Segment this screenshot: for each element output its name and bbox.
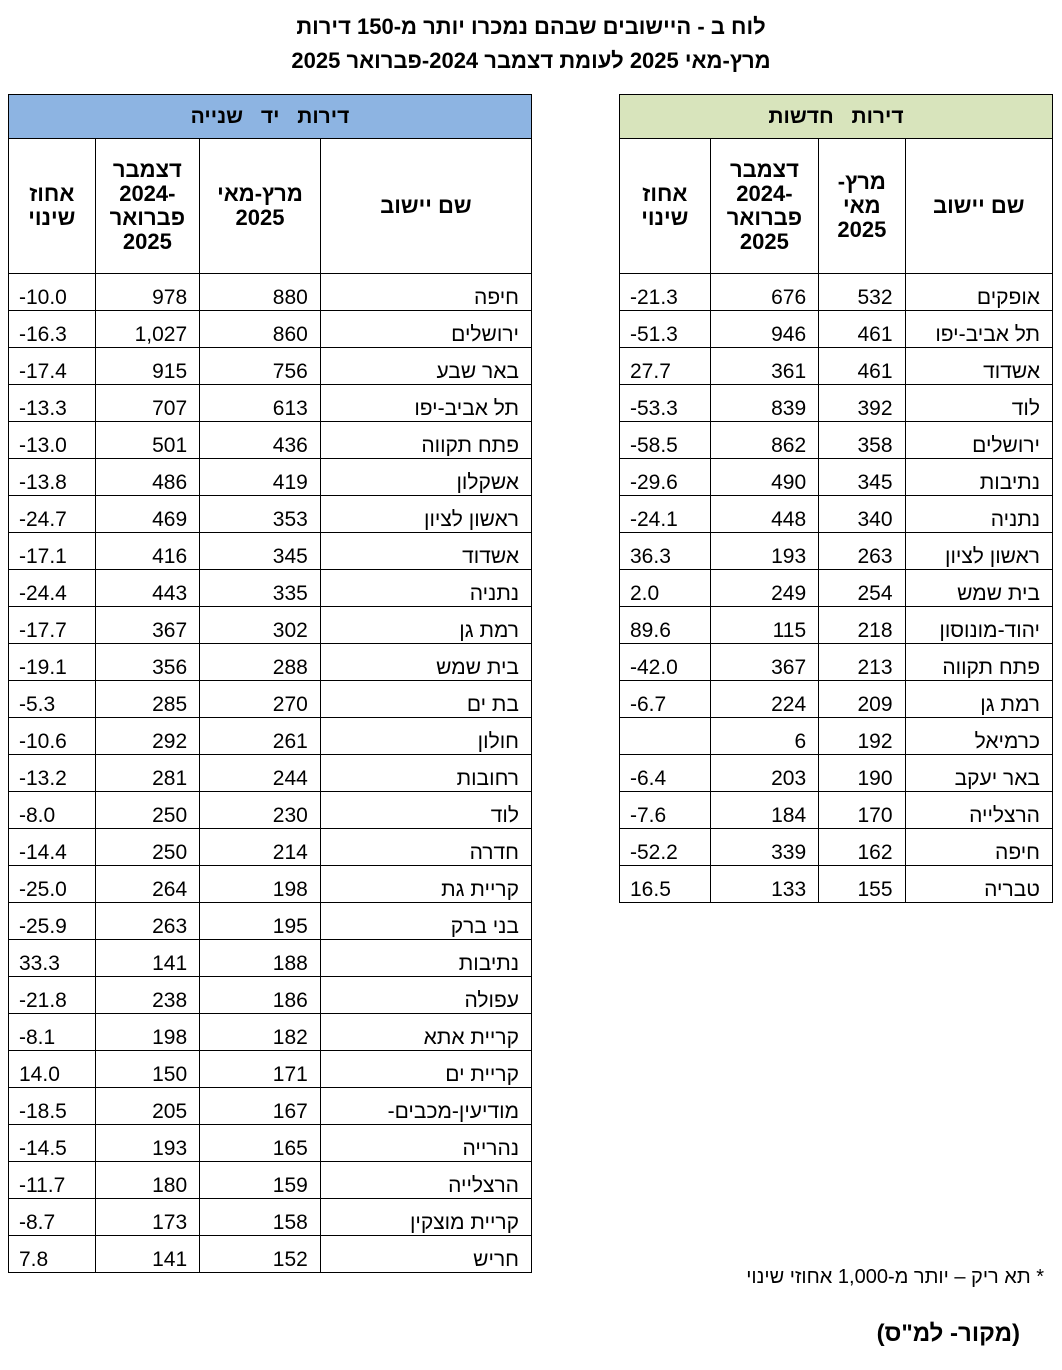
pct-change-cell: -10.6: [9, 718, 96, 755]
settlement-name-cell: קריית ים: [320, 1051, 531, 1088]
settlement-name-cell: בת ים: [320, 681, 531, 718]
pct-change-cell: -8.1: [9, 1014, 96, 1051]
settlement-name-cell: תל אביב-יפו: [905, 311, 1052, 348]
table-row: [9, 1199, 532, 1236]
dec-feb-value-cell: 448: [710, 496, 819, 533]
pct-change-cell: -13.2: [9, 755, 96, 792]
settlement-name-cell: ירושלים: [320, 311, 531, 348]
table-row: [9, 681, 532, 718]
mar-may-value-cell: 345: [819, 459, 905, 496]
mar-may-value-cell: 198: [200, 866, 321, 903]
dec-feb-value-cell: 356: [95, 644, 200, 681]
mar-may-value-cell: 288: [200, 644, 321, 681]
table-row: [620, 311, 1053, 348]
column-header-name: שם יישוב: [905, 139, 1052, 274]
pct-change-cell: -52.2: [620, 829, 711, 866]
settlement-name-cell: יהוד-מונוסון: [905, 607, 1052, 644]
settlement-name-cell: באר יעקב: [905, 755, 1052, 792]
mar-may-value-cell: 261: [200, 718, 321, 755]
table-row: [9, 866, 532, 903]
table-row: [620, 496, 1053, 533]
table-row: [9, 903, 532, 940]
mar-may-value-cell: 162: [819, 829, 905, 866]
mar-may-value-cell: 158: [200, 1199, 321, 1236]
mar-may-value-cell: 419: [200, 459, 321, 496]
column-header-name: שם יישוב: [320, 139, 531, 274]
source-note: (מקור- למ"ס): [876, 1320, 1020, 1347]
mar-may-value-cell: 195: [200, 903, 321, 940]
dec-feb-value-cell: 707: [95, 385, 200, 422]
settlement-name-cell: ראשון לציון: [320, 496, 531, 533]
mar-may-value-cell: 165: [200, 1125, 321, 1162]
table-row: [9, 940, 532, 977]
dec-feb-value-cell: 249: [710, 570, 819, 607]
dec-feb-value-cell: 292: [95, 718, 200, 755]
mar-may-value-cell: 214: [200, 829, 321, 866]
pct-change-cell: -42.0: [620, 644, 711, 681]
pct-change-cell: -25.9: [9, 903, 96, 940]
settlement-name-cell: רמת גן: [905, 681, 1052, 718]
settlement-name-cell: קריית גת: [320, 866, 531, 903]
pct-change-cell: -25.0: [9, 866, 96, 903]
mar-may-value-cell: 335: [200, 570, 321, 607]
column-header-pct-change: אחוז שינוי: [620, 139, 711, 274]
pct-change-cell: -6.7: [620, 681, 711, 718]
dec-feb-value-cell: 141: [95, 940, 200, 977]
dec-feb-value-cell: 141: [95, 1236, 200, 1273]
dec-feb-value-cell: 281: [95, 755, 200, 792]
settlement-name-cell: חיפה: [905, 829, 1052, 866]
pct-change-cell: -58.5: [620, 422, 711, 459]
settlement-name-cell: אשדוד: [905, 348, 1052, 385]
dec-feb-value-cell: 416: [95, 533, 200, 570]
column-header-pct-change: אחוז שינוי: [9, 139, 96, 274]
settlement-name-cell: קריית אתא: [320, 1014, 531, 1051]
mar-may-value-cell: 461: [819, 311, 905, 348]
column-header-mar-may: מרץ-מאי 2025: [200, 139, 321, 274]
mar-may-value-cell: 345: [200, 533, 321, 570]
used-apartments-table: [8, 94, 532, 1273]
dec-feb-value-cell: 339: [710, 829, 819, 866]
table-row: [9, 274, 532, 311]
table-row: [620, 459, 1053, 496]
dec-feb-value-cell: 486: [95, 459, 200, 496]
settlement-name-cell: אופקים: [905, 274, 1052, 311]
table-row: [9, 1051, 532, 1088]
used-apartments-group-header: [9, 95, 532, 139]
mar-may-value-cell: 152: [200, 1236, 321, 1273]
table-row: [9, 348, 532, 385]
table-row: [9, 977, 532, 1014]
dec-feb-value-cell: 367: [95, 607, 200, 644]
settlement-name-cell: נתיבות: [905, 459, 1052, 496]
pct-change-cell: -29.6: [620, 459, 711, 496]
pct-change-cell: -17.1: [9, 533, 96, 570]
pct-change-cell: -21.3: [620, 274, 711, 311]
column-header-dec-feb: דצמבר -2024 פברואר 2025: [710, 139, 819, 274]
mar-may-value-cell: 358: [819, 422, 905, 459]
settlement-name-cell: תל אביב-יפו: [320, 385, 531, 422]
settlement-name-cell: חדרה: [320, 829, 531, 866]
dec-feb-value-cell: 133: [710, 866, 819, 903]
table-row: [9, 1236, 532, 1273]
pct-change-cell: 36.3: [620, 533, 711, 570]
dec-feb-value-cell: 193: [95, 1125, 200, 1162]
settlement-name-cell: קריית מוצקין: [320, 1199, 531, 1236]
settlement-name-cell: נהרייה: [320, 1125, 531, 1162]
dec-feb-value-cell: 501: [95, 422, 200, 459]
dec-feb-value-cell: 285: [95, 681, 200, 718]
pct-change-cell: -24.1: [620, 496, 711, 533]
dec-feb-value-cell: 184: [710, 792, 819, 829]
table-row: [620, 829, 1053, 866]
mar-may-value-cell: 532: [819, 274, 905, 311]
table-row: [9, 1125, 532, 1162]
table-row: [620, 533, 1053, 570]
mar-may-value-cell: 209: [819, 681, 905, 718]
table-row: [620, 644, 1053, 681]
mar-may-value-cell: 254: [819, 570, 905, 607]
dec-feb-value-cell: 198: [95, 1014, 200, 1051]
settlement-name-cell: הרצלייה: [905, 792, 1052, 829]
dec-feb-value-cell: 915: [95, 348, 200, 385]
table-row: [9, 311, 532, 348]
dec-feb-value-cell: 263: [95, 903, 200, 940]
table-row: [9, 1088, 532, 1125]
dec-feb-value-cell: 676: [710, 274, 819, 311]
column-header-dec-feb: דצמבר -2024 פברואר 2025: [95, 139, 200, 274]
dec-feb-value-cell: 361: [710, 348, 819, 385]
table-row: [9, 422, 532, 459]
table-row: [9, 459, 532, 496]
settlement-name-cell: ירושלים: [905, 422, 1052, 459]
mar-may-value-cell: 270: [200, 681, 321, 718]
mar-may-value-cell: 218: [819, 607, 905, 644]
settlement-name-cell: חולון: [320, 718, 531, 755]
mar-may-value-cell: 190: [819, 755, 905, 792]
pct-change-cell: -16.3: [9, 311, 96, 348]
table-row: [620, 348, 1053, 385]
dec-feb-value-cell: 1,027: [95, 311, 200, 348]
mar-may-value-cell: 263: [819, 533, 905, 570]
used-apartments-group-label: דירות יד שנייה: [190, 104, 350, 128]
column-header-mar-may: מרץ- מאי 2025: [819, 139, 905, 274]
settlement-name-cell: חיפה: [320, 274, 531, 311]
pct-change-cell: 14.0: [9, 1051, 96, 1088]
pct-change-cell: -18.5: [9, 1088, 96, 1125]
settlement-name-cell: כרמיאל: [905, 718, 1052, 755]
pct-change-cell: [620, 718, 711, 755]
pct-change-cell: -14.5: [9, 1125, 96, 1162]
table-row: [620, 718, 1053, 755]
mar-may-value-cell: 436: [200, 422, 321, 459]
dec-feb-value-cell: 205: [95, 1088, 200, 1125]
new-apartments-group-label: דירות חדשות: [768, 104, 904, 128]
settlement-name-cell: נתניה: [905, 496, 1052, 533]
settlement-name-cell: הרצלייה: [320, 1162, 531, 1199]
mar-may-value-cell: 353: [200, 496, 321, 533]
dec-feb-value-cell: 443: [95, 570, 200, 607]
table-row: [9, 829, 532, 866]
dec-feb-value-cell: 193: [710, 533, 819, 570]
mar-may-value-cell: 182: [200, 1014, 321, 1051]
settlement-name-cell: טבריה: [905, 866, 1052, 903]
mar-may-value-cell: 340: [819, 496, 905, 533]
dec-feb-value-cell: 6: [710, 718, 819, 755]
settlement-name-cell: ראשון לציון: [905, 533, 1052, 570]
mar-may-value-cell: 613: [200, 385, 321, 422]
new-apartments-group-header: [620, 95, 1053, 139]
mar-may-value-cell: 230: [200, 792, 321, 829]
mar-may-value-cell: 192: [819, 718, 905, 755]
mar-may-value-cell: 167: [200, 1088, 321, 1125]
settlement-name-cell: אשדוד: [320, 533, 531, 570]
pct-change-cell: -6.4: [620, 755, 711, 792]
settlement-name-cell: לוד: [905, 385, 1052, 422]
table-row: [9, 755, 532, 792]
dec-feb-value-cell: 946: [710, 311, 819, 348]
mar-may-value-cell: 302: [200, 607, 321, 644]
table-row: [9, 533, 532, 570]
table-row: [620, 570, 1053, 607]
settlement-name-cell: אשקלון: [320, 459, 531, 496]
mar-may-value-cell: 171: [200, 1051, 321, 1088]
table-row: [9, 607, 532, 644]
settlement-name-cell: חריש: [320, 1236, 531, 1273]
pct-change-cell: -53.3: [620, 385, 711, 422]
settlement-name-cell: רחובות: [320, 755, 531, 792]
pct-change-cell: 16.5: [620, 866, 711, 903]
dec-feb-value-cell: 978: [95, 274, 200, 311]
dec-feb-value-cell: 150: [95, 1051, 200, 1088]
dec-feb-value-cell: 264: [95, 866, 200, 903]
pct-change-cell: -14.4: [9, 829, 96, 866]
mar-may-value-cell: 186: [200, 977, 321, 1014]
table-row: [9, 385, 532, 422]
pct-change-cell: -24.7: [9, 496, 96, 533]
dec-feb-value-cell: 469: [95, 496, 200, 533]
pct-change-cell: -13.8: [9, 459, 96, 496]
pct-change-cell: -17.4: [9, 348, 96, 385]
mar-may-value-cell: 880: [200, 274, 321, 311]
table-row: [620, 792, 1053, 829]
dec-feb-value-cell: 367: [710, 644, 819, 681]
table-row: [9, 644, 532, 681]
pct-change-cell: -24.4: [9, 570, 96, 607]
table-row: [9, 496, 532, 533]
settlement-name-cell: בית שמש: [320, 644, 531, 681]
settlement-name-cell: נתניה: [320, 570, 531, 607]
pct-change-cell: 89.6: [620, 607, 711, 644]
settlement-name-cell: באר שבע: [320, 348, 531, 385]
dec-feb-value-cell: 173: [95, 1199, 200, 1236]
dec-feb-value-cell: 250: [95, 829, 200, 866]
table-row: [620, 681, 1053, 718]
mar-may-value-cell: 860: [200, 311, 321, 348]
table-row: [9, 1162, 532, 1199]
table-row: [620, 385, 1053, 422]
table-row: [620, 422, 1053, 459]
dec-feb-value-cell: 224: [710, 681, 819, 718]
mar-may-value-cell: 155: [819, 866, 905, 903]
dec-feb-value-cell: 238: [95, 977, 200, 1014]
table-row: [620, 866, 1053, 903]
pct-change-cell: -5.3: [9, 681, 96, 718]
table-row: [620, 274, 1053, 311]
pct-change-cell: -51.3: [620, 311, 711, 348]
pct-change-cell: 7.8: [9, 1236, 96, 1273]
mar-may-value-cell: 159: [200, 1162, 321, 1199]
dec-feb-value-cell: 250: [95, 792, 200, 829]
pct-change-cell: -10.0: [9, 274, 96, 311]
pct-change-cell: -7.6: [620, 792, 711, 829]
dec-feb-value-cell: 839: [710, 385, 819, 422]
mar-may-value-cell: 170: [819, 792, 905, 829]
table-row: [9, 1014, 532, 1051]
pct-change-cell: 2.0: [620, 570, 711, 607]
pct-change-cell: -11.7: [9, 1162, 96, 1199]
mar-may-value-cell: 392: [819, 385, 905, 422]
settlement-name-cell: פתח תקווה: [905, 644, 1052, 681]
dec-feb-value-cell: 203: [710, 755, 819, 792]
table-subtitle: מרץ-מאי 2025 לעומת דצמבר 2024-פברואר 2025: [291, 48, 771, 73]
new-apartments-table: [619, 94, 1053, 903]
pct-change-cell: -13.3: [9, 385, 96, 422]
mar-may-value-cell: 244: [200, 755, 321, 792]
pct-change-cell: 27.7: [620, 348, 711, 385]
mar-may-value-cell: 213: [819, 644, 905, 681]
dec-feb-value-cell: 490: [710, 459, 819, 496]
settlement-name-cell: מודיעין-מכבים-: [320, 1088, 531, 1125]
pct-change-cell: -19.1: [9, 644, 96, 681]
mar-may-value-cell: 461: [819, 348, 905, 385]
table-row: [9, 570, 532, 607]
pct-change-cell: 33.3: [9, 940, 96, 977]
pct-change-cell: -8.0: [9, 792, 96, 829]
table-title: לוח ב - היישובים שבהם נמכרו יותר מ-150 דירות: [296, 14, 766, 39]
settlement-name-cell: לוד: [320, 792, 531, 829]
pct-change-cell: -21.8: [9, 977, 96, 1014]
settlement-name-cell: עפולה: [320, 977, 531, 1014]
table-row: [9, 718, 532, 755]
settlement-name-cell: בני ברק: [320, 903, 531, 940]
table-row: [620, 755, 1053, 792]
table-row: [9, 792, 532, 829]
pct-change-cell: -13.0: [9, 422, 96, 459]
mar-may-value-cell: 188: [200, 940, 321, 977]
pct-change-cell: -17.7: [9, 607, 96, 644]
footnote: * תא ריק – יותר מ-1,000 אחוזי שינוי: [746, 1266, 1044, 1288]
settlement-name-cell: בית שמש: [905, 570, 1052, 607]
dec-feb-value-cell: 115: [710, 607, 819, 644]
settlement-name-cell: רמת גן: [320, 607, 531, 644]
dec-feb-value-cell: 862: [710, 422, 819, 459]
table-row: [620, 607, 1053, 644]
mar-may-value-cell: 756: [200, 348, 321, 385]
dec-feb-value-cell: 180: [95, 1162, 200, 1199]
settlement-name-cell: נתיבות: [320, 940, 531, 977]
pct-change-cell: -8.7: [9, 1199, 96, 1236]
settlement-name-cell: פתח תקווה: [320, 422, 531, 459]
